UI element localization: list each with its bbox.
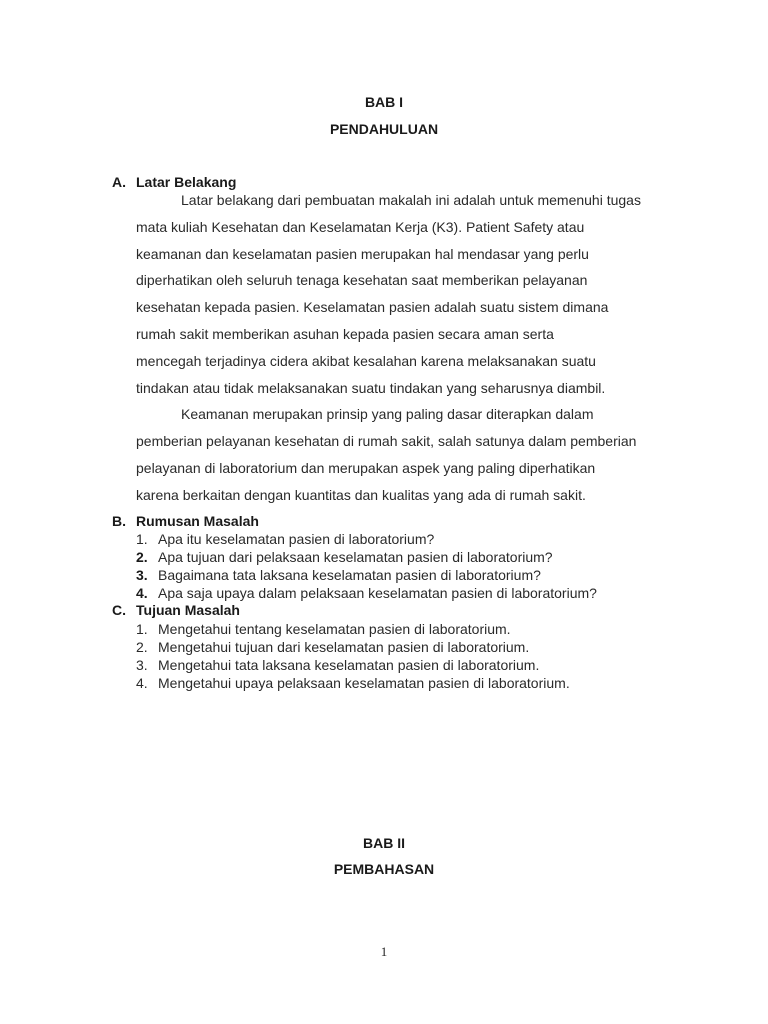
- list-item: [136, 620, 570, 638]
- list-item: [136, 638, 570, 656]
- section-c-heading: [112, 602, 240, 618]
- page-number: 1: [380, 944, 388, 959]
- list-item-text: Apa tujuan dari pelaksaan keselamatan pasien di laboratorium?: [158, 549, 553, 565]
- paragraph-line: pemberian pelayanan kesehatan di rumah sakit, salah satunya dalam pemberian: [136, 433, 637, 450]
- list-item-number: 3.: [136, 657, 148, 673]
- chapter-2-label: BAB II: [363, 835, 405, 851]
- section-c-letter: C.: [112, 602, 126, 618]
- chapter-1-label: BAB I: [364, 94, 404, 110]
- list-item-text: Apa itu keselamatan pasien di laboratorium?: [158, 531, 435, 547]
- list-item: [136, 584, 597, 602]
- list-item: [136, 548, 597, 566]
- list-item-text: Mengetahui tentang keselamatan pasien di laboratorium.: [158, 621, 511, 637]
- list-item-number: 2.: [136, 549, 148, 565]
- paragraph-line: tindakan atau tidak melaksanakan suatu tindakan yang seharusnya diambil.: [136, 379, 606, 396]
- chapter-2-title: PEMBAHASAN: [333, 861, 435, 877]
- paragraph-line: pelayanan di laboratorium dan merupakan aspek yang paling diperhatikan: [136, 459, 596, 476]
- section-b-heading: [112, 513, 259, 529]
- list-item: [136, 674, 570, 692]
- list-item-text: Mengetahui upaya pelaksaan keselamatan pasien di laboratorium.: [158, 675, 570, 691]
- paragraph-line: karena berkaitan dengan kuantitas dan kualitas yang ada di rumah sakit.: [136, 486, 586, 503]
- section-c-title: Tujuan Masalah: [136, 602, 240, 618]
- paragraph-line: keamanan dan keselamatan pasien merupakan hal mendasar yang perlu: [136, 245, 589, 262]
- chapter-1-title: PENDAHULUAN: [329, 121, 439, 137]
- list-item-text: Mengetahui tata laksana keselamatan pasien di laboratorium.: [158, 657, 540, 673]
- paragraph-line: diperhatikan oleh seluruh tenaga kesehatan saat memberikan pelayanan: [136, 272, 588, 289]
- section-a-paragraphs: [136, 187, 681, 509]
- paragraph-line: mata kuliah Kesehatan dan Keselamatan Kerja (K3). Patient Safety atau: [136, 218, 585, 235]
- list-item-number: 3.: [136, 567, 148, 583]
- section-a-letter: A.: [112, 174, 126, 190]
- list-item-number: 4.: [136, 675, 148, 691]
- paragraph-line: Keamanan merupakan prinsip yang paling dasar diterapkan dalam: [181, 406, 594, 423]
- list-item: [136, 566, 597, 584]
- list-item-number: 1.: [136, 531, 148, 547]
- list-item-text: Mengetahui tujuan dari keselamatan pasien di laboratorium.: [158, 639, 530, 655]
- list-item-text: Apa saja upaya dalam pelaksaan keselamatan pasien di laboratorium?: [158, 585, 597, 601]
- section-c-list: [136, 620, 570, 692]
- section-b-title: Rumusan Masalah: [136, 513, 259, 529]
- list-item-number: 4.: [136, 585, 148, 601]
- section-a-title: Latar Belakang: [136, 174, 237, 190]
- list-item-number: 1.: [136, 621, 148, 637]
- paragraph-line: kesehatan kepada pasien. Keselamatan pasien adalah suatu sistem dimana: [136, 299, 609, 316]
- paragraph-line: mencegah terjadinya cidera akibat kesalahan karena melaksanakan suatu: [136, 352, 596, 369]
- list-item: [136, 656, 570, 674]
- list-item-text: Bagaimana tata laksana keselamatan pasien di laboratorium?: [158, 567, 541, 583]
- section-b-list: [136, 530, 597, 602]
- list-item-number: 2.: [136, 639, 148, 655]
- paragraph-line: Latar belakang dari pembuatan makalah ini adalah untuk memenuhi tugas: [181, 192, 641, 208]
- list-item: [136, 530, 597, 548]
- paragraph-line: rumah sakit memberikan asuhan kepada pasien secara aman serta: [136, 325, 554, 342]
- section-b-letter: B.: [112, 513, 126, 529]
